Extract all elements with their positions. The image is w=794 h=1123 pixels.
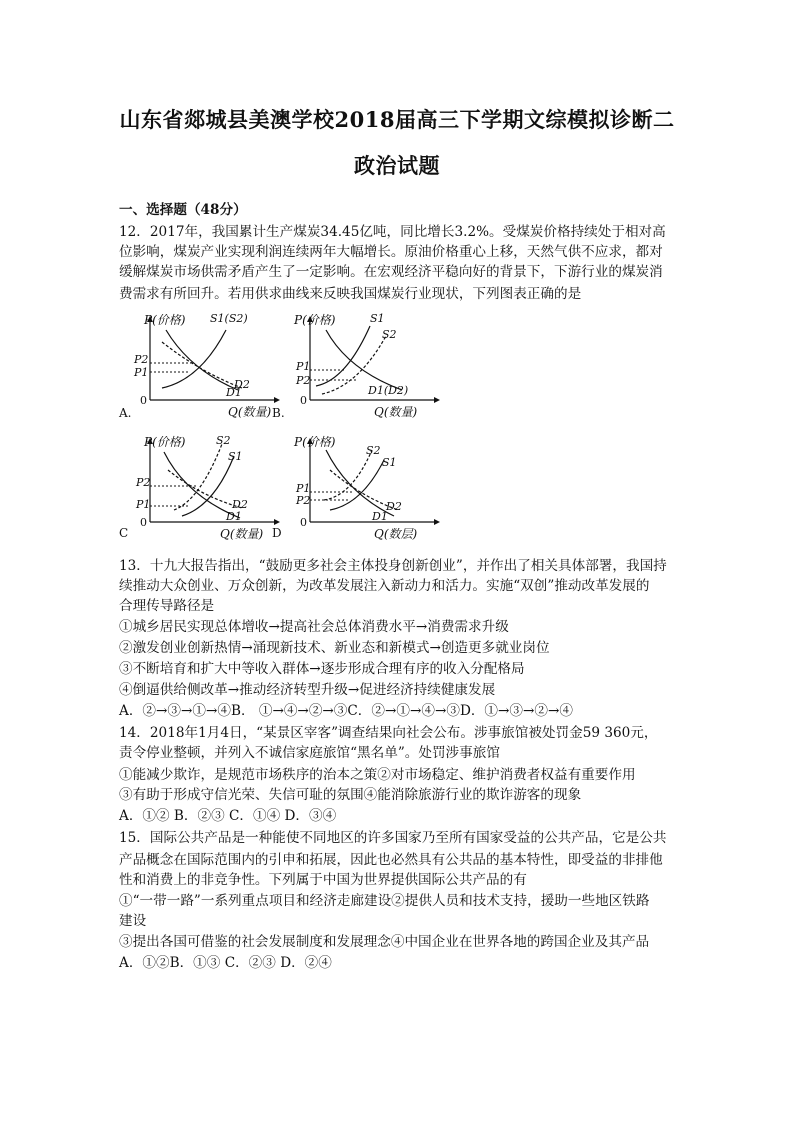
graph-a-d-high: D2 [234,378,250,391]
q14-line-1: 14．2018年1月4日，“某景区宰客”调查结果向社会公布。涉事旅馆被处罚金59 360元， [119,725,658,741]
graph-a-s-label: S1(S2) [210,312,248,325]
q12-line-2: 位影响，煤炭产业实现利润连续两年大幅增长。原油价格重心上移，天然气供不应求，都对 [119,244,663,260]
graph-d-d2-label: D2 [386,500,402,513]
graph-a [130,308,280,423]
graph-a-p-high: P2 [134,353,149,366]
q12-line-1: 12．2017年，我国累计生产煤炭34.45亿吨，同比增长3.2%。受煤炭价格持续处于相对高 [119,224,666,240]
graph-c-d2-label: D2 [232,498,248,511]
graph-d-p-1: P1 [296,482,311,495]
graph-b-letter: B. [272,406,285,420]
graph-c-x-axis-label: Q(数量) [220,527,264,541]
q13-line-4: ①城乡居民实现总体增收→提高社会总体消费水平→消费需求升级 [119,619,509,635]
document-title-line-2: 政治试题 [354,153,440,178]
graph-a-x-axis-label: Q(数量) [228,405,272,419]
graph-b-d-label: D1(D2) [368,384,409,397]
graph-b [290,308,440,423]
document-title-line-1: 山东省郯城县美澳学校2018届高三下学期文综模拟诊断二 [119,107,675,132]
graph-d-origin: 0 [300,516,307,529]
graph-c-s2-label: S2 [216,434,231,447]
q15-answer-options: A．①②B．①③ C．②③ D．②④ [119,955,332,971]
graph-a-d-low: D1 [226,386,242,399]
graph-d-x-axis-label: Q(数层) [374,527,418,541]
graph-d-s1-label: S1 [382,456,397,469]
graph-c-origin: 0 [140,516,147,529]
graph-b-p-2: P2 [296,374,311,387]
q14-line-3: ①能减少欺诈，是规范市场秩序的治本之策②对市场稳定、维护消费者权益有重要作用 [119,767,636,783]
q14-answer-options: A．①② B．②③ C．①④ D．③④ [119,808,337,824]
graph-a-y-axis-label: P(价格) [144,313,186,327]
graph-c-d1-label: D1 [226,510,242,523]
q12-line-3: 缓解煤炭市场供需矛盾产生了一定影响。在宏观经济平稳向好的背景下，下游行业的煤炭消 [119,264,663,280]
q12-line-4: 费需求有所回升。若用供求曲线来反映我国煤炭行业现状，下列图表正确的是 [119,286,582,302]
graph-b-s2-label: S2 [382,328,397,341]
graph-a-origin: 0 [140,394,147,407]
q15-line-4: ①“一带一路”一系列重点项目和经济走廊建设②提供人员和技术支持，援助一些地区铁路 [119,893,650,909]
graph-b-x-axis-label: Q(数量) [374,405,418,419]
graph-b-p-1: P1 [296,360,311,373]
graph-a-letter: A. [119,406,132,420]
graph-b-s1-label: S1 [370,312,385,325]
graph-d-d1-label: D1 [372,510,388,523]
graph-c-letter: C [119,526,129,540]
q15-line-6: ③提出各国可借鉴的社会发展制度和发展理念④中国企业在世界各地的跨国企业及其产品 [119,934,650,950]
q13-line-5: ②激发创业创新热情→涌现新技术、新业态和新模式→创造更多就业岗位 [119,640,550,656]
q13-line-3: 合理传导路径是 [119,598,215,614]
graph-d-letter: D [272,526,282,540]
q14-line-2: 责令停业整顿，并列入不诚信家庭旅馆“黑名单”。处罚涉事旅馆 [119,745,500,761]
q13-line-7: ④倒逼供给侧改革→推动经济转型升级→促进经济持续健康发展 [119,682,496,698]
q14-line-4: ③有助于形成守信光荣、失信可耻的氛围④能消除旅游行业的欺诈游客的现象 [119,787,582,803]
q13-line-2: 续推动大众创业、万众创新，为改革发展注入新动力和活力。实施“双创”推动改革发展的 [119,578,650,594]
q15-line-5: 建设 [119,913,147,929]
graph-c-p-2: P2 [136,476,151,489]
graph-c-s1-label: S1 [228,450,243,463]
section-heading: 一、选择题（48分） [119,202,247,218]
graph-d-y-axis-label: P(价格) [294,435,336,449]
graph-c-p-1: P1 [136,498,151,511]
q15-line-3: 性和消费上的非竞争性。下列属于中国为世界提供国际公共产品的有 [119,872,527,888]
graph-a-p-low: P1 [134,366,149,379]
graph-c-y-axis-label: P(价格) [144,435,186,449]
q15-line-2: 产品概念在国际范围内的引申和拓展，因此也必然具有公共品的基本特性，即受益的非排他 [119,852,663,868]
graph-d-p-2: P2 [296,494,311,507]
graph-b-y-axis-label: P(价格) [294,313,336,327]
graph-d [290,430,440,545]
q13-answer-options: A．②→③→①→④B． ①→④→②→③C．②→①→④→③D．①→③→②→④ [119,703,573,719]
q13-line-6: ③不断培育和扩大中等收入群体→逐步形成合理有序的收入分配格局 [119,661,525,677]
graph-c [130,430,280,545]
graph-d-s2-label: S2 [366,444,381,457]
q15-line-1: 15．国际公共产品是一种能使不同地区的许多国家乃至所有国家受益的公共产品，它是公共 [119,830,667,846]
q13-line-1: 13．十九大报告指出，“鼓励更多社会主体投身创新创业”，并作出了相关具体部署，我国持 [119,558,667,574]
graph-b-origin: 0 [300,394,307,407]
